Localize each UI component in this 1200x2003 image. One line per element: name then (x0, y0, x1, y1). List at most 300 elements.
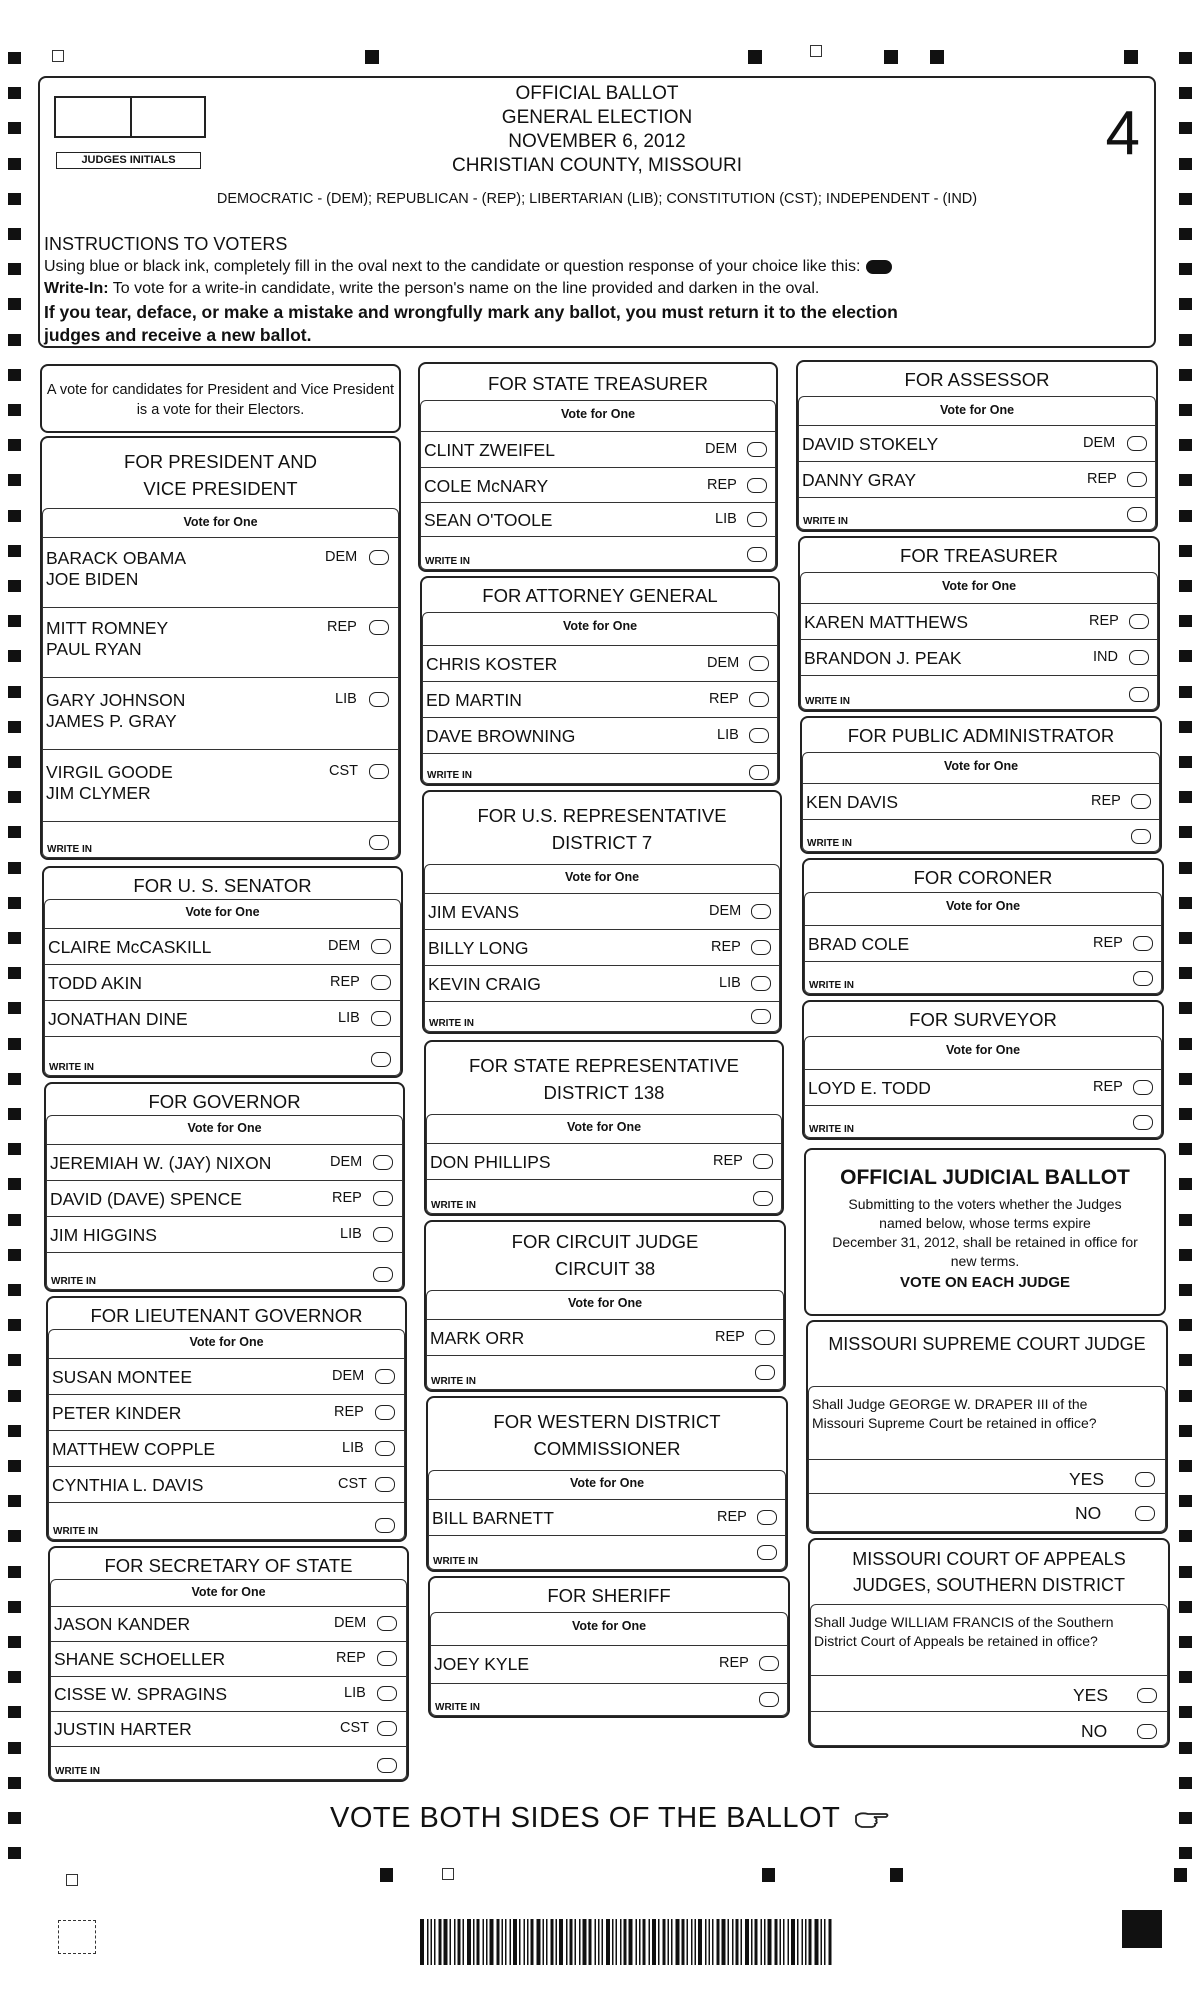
candidate-name: MARK ORR (430, 1328, 525, 1348)
retention-question-text: Missouri Supreme Court be retained in office? (812, 1415, 1097, 1431)
timing-mark (1179, 1319, 1192, 1331)
vote-for-one: Vote for One (191, 1585, 266, 1599)
barcode-bar (602, 1919, 604, 1965)
timing-mark (1179, 87, 1192, 99)
pointing-hand-icon (854, 1808, 892, 1830)
party-label: DEM (709, 903, 742, 919)
barcode-bar (741, 1919, 743, 1965)
barcode-bar (751, 1919, 753, 1965)
party-label: DEM (705, 441, 738, 457)
vote-oval[interactable] (747, 512, 767, 527)
candidate-list (426, 1114, 782, 1214)
race-us-representative (422, 790, 782, 1034)
barcode-bar (519, 1919, 521, 1965)
barcode-bar (454, 1919, 456, 1965)
judicial-court-of-appeals (808, 1538, 1170, 1748)
party-label: CST (340, 1720, 369, 1736)
judicial-intro: new terms. (950, 1253, 1020, 1269)
timing-mark (1179, 334, 1192, 346)
race-state-representative (424, 1040, 784, 1216)
candidate-name: JUSTIN HARTER (54, 1719, 192, 1739)
vote-oval[interactable] (373, 1227, 393, 1242)
candidate-name: DAVE BROWNING (426, 726, 576, 746)
vote-oval[interactable] (759, 1656, 779, 1671)
party-label: LIB (715, 511, 737, 527)
timing-mark (8, 404, 21, 416)
timing-mark (1179, 580, 1192, 592)
timing-mark (1179, 1777, 1192, 1789)
timing-mark (1179, 826, 1192, 838)
timing-mark (8, 1460, 21, 1472)
barcode-bar (477, 1919, 480, 1965)
vote-oval[interactable] (1129, 614, 1149, 629)
no-oval[interactable] (1135, 1506, 1155, 1521)
yes-oval[interactable] (1135, 1472, 1155, 1487)
candidate-list (426, 1290, 784, 1390)
barcode-bar (606, 1919, 610, 1965)
candidate-name: PETER KINDER (52, 1403, 182, 1423)
party-label: LIB (338, 1010, 360, 1026)
vote-oval[interactable] (753, 1154, 773, 1169)
barcode-bar (755, 1919, 758, 1965)
write-in-oval[interactable] (759, 1692, 779, 1707)
vote-oval[interactable] (369, 620, 389, 635)
candidate-name: BRAD COLE (808, 934, 910, 954)
write-in-oval[interactable] (1133, 971, 1153, 986)
vote-oval[interactable] (375, 1441, 395, 1456)
vote-for-one: Vote for One (945, 899, 1021, 913)
barcode-bar (764, 1919, 766, 1965)
barcode-bar (502, 1919, 504, 1965)
vote-oval[interactable] (747, 478, 767, 493)
timing-mark (8, 615, 21, 627)
vote-oval[interactable] (377, 1721, 397, 1736)
race-western-district-commissioner (426, 1396, 788, 1572)
write-in-oval[interactable] (1129, 687, 1149, 702)
vote-oval[interactable] (757, 1510, 777, 1525)
registration-square (442, 1868, 454, 1880)
registration-corner (58, 1920, 96, 1954)
vote-for-one: Vote for One (939, 403, 1015, 417)
barcode-bar (463, 1919, 465, 1965)
race-title: FOR STATE TREASURER (488, 373, 708, 394)
timing-mark (8, 580, 21, 592)
ballot-title-line: NOVEMBER 6, 2012 (508, 131, 686, 152)
timing-mark (1179, 1847, 1192, 1859)
vote-oval[interactable] (1129, 650, 1149, 665)
barcode-bar (431, 1919, 433, 1965)
barcode-bar (527, 1919, 529, 1965)
candidate-name: JEREMIAH W. (JAY) NIXON (50, 1153, 272, 1173)
candidate-name: SEAN O'TOOLE (424, 510, 553, 530)
party-label: REP (713, 1153, 743, 1169)
party-label: REP (719, 1655, 749, 1671)
write-in-oval[interactable] (1131, 829, 1151, 844)
party-legend: DEMOCRATIC - (DEM); REPUBLICAN - (REP); LIBERTARIAN (LIB); CONSTITUTION (CST); INDEPENDENT - (IND) (216, 191, 978, 207)
race-title: FOR ATTORNEY GENERAL (482, 585, 718, 606)
race-title: FOR U. S. SENATOR (133, 875, 312, 896)
barcode-bar (595, 1919, 597, 1965)
barcode-bar (780, 1919, 782, 1965)
barcode-bar (620, 1919, 622, 1965)
vote-for-one: Vote for One (560, 407, 636, 421)
judicial-race-title: MISSOURI SUPREME COURT JUDGE (828, 1334, 1146, 1354)
candidate-list (804, 892, 1162, 994)
candidate-name: BRANDON J. PEAK (804, 648, 962, 668)
write-in-oval[interactable] (369, 835, 389, 850)
timing-mark (1179, 1495, 1192, 1507)
party-label: REP (709, 691, 739, 707)
barcode-bar (676, 1919, 680, 1965)
ballot-title-line: CHRISTIAN COUNTY, MISSOURI (452, 155, 742, 176)
timing-mark (1179, 1671, 1192, 1683)
timing-mark (1179, 650, 1192, 662)
candidate-name: GARY JOHNSON (46, 690, 186, 710)
vote-oval[interactable] (1127, 472, 1147, 487)
timing-mark (8, 122, 21, 134)
vote-oval[interactable] (369, 550, 389, 565)
vote-oval[interactable] (749, 656, 769, 671)
timing-mark (1179, 897, 1192, 909)
barcode-bar (682, 1919, 685, 1965)
candidate-list (798, 396, 1156, 530)
barcode-bar (486, 1919, 488, 1965)
vote-oval[interactable] (1127, 436, 1147, 451)
timing-mark (8, 862, 21, 874)
barcode-bar (728, 1919, 730, 1965)
write-in-oval[interactable] (373, 1267, 393, 1282)
barcode-bar (797, 1919, 799, 1965)
party-label: REP (1091, 793, 1121, 809)
vote-for-one: Vote for One (941, 579, 1017, 593)
race-state-treasurer (418, 362, 778, 572)
race-title: FOR STATE REPRESENTATIVE (469, 1055, 739, 1076)
vote-oval[interactable] (373, 1155, 393, 1170)
barcode-bar (636, 1919, 638, 1965)
barcode-bar (524, 1919, 526, 1965)
candidate-name: SHANE SCHOELLER (54, 1649, 226, 1669)
vote-oval[interactable] (747, 442, 767, 457)
candidate-name: ED MARTIN (426, 690, 522, 710)
vote-oval[interactable] (375, 1369, 395, 1384)
party-label: REP (711, 939, 741, 955)
barcode-bar (691, 1919, 693, 1965)
race-title: FOR WESTERN DISTRICT (493, 1411, 721, 1432)
judicial-supreme-court (806, 1320, 1168, 1534)
party-label: REP (717, 1509, 747, 1525)
timing-mark (1179, 228, 1192, 240)
barcode-bar (450, 1919, 452, 1965)
write-in-oval[interactable] (747, 547, 767, 562)
timing-mark (1179, 1636, 1192, 1648)
timing-mark (8, 967, 21, 979)
write-in-oval[interactable] (753, 1191, 773, 1206)
write-in-oval[interactable] (1133, 1115, 1153, 1130)
ballot-style-number: 4 (1105, 99, 1140, 168)
race-county-treasurer (798, 536, 1160, 712)
timing-mark (8, 1566, 21, 1578)
vote-oval[interactable] (1133, 1080, 1153, 1095)
instructions-text: Using blue or black ink, completely fill in the oval next to the candidate or question response of your choice like this: (44, 258, 861, 275)
retention-question-text: Shall Judge WILLIAM FRANCIS of the Southern (814, 1614, 1114, 1630)
vote-oval[interactable] (751, 940, 771, 955)
timing-mark (1179, 1108, 1192, 1120)
write-in-label: WRITE IN (49, 1062, 94, 1073)
no-label: NO (1075, 1503, 1102, 1523)
timing-mark (8, 897, 21, 909)
vote-oval[interactable] (377, 1686, 397, 1701)
race-title: FOR SECRETARY OF STATE (104, 1555, 353, 1576)
barcode-bar (629, 1919, 633, 1965)
timing-mark (8, 791, 21, 803)
write-in-oval[interactable] (1127, 507, 1147, 522)
candidate-name: COLE McNARY (424, 476, 549, 496)
timing-mark (1179, 1178, 1192, 1190)
vote-oval[interactable] (755, 1330, 775, 1345)
barcode-bar (427, 1919, 429, 1965)
timing-mark (8, 1002, 21, 1014)
write-in-oval[interactable] (375, 1518, 395, 1533)
vote-for-one: Vote for One (567, 1296, 643, 1310)
vote-oval[interactable] (375, 1405, 395, 1420)
timing-mark (8, 756, 21, 768)
party-label: LIB (717, 727, 739, 743)
barcode-bar (671, 1919, 673, 1965)
timing-mark (1179, 756, 1192, 768)
vote-oval[interactable] (371, 1011, 391, 1026)
candidate-name: BARACK OBAMA (46, 548, 187, 568)
timing-mark (8, 334, 21, 346)
vote-oval[interactable] (377, 1616, 397, 1631)
retention-question-text: Shall Judge GEORGE W. DRAPER III of the (812, 1396, 1088, 1412)
judicial-intro: named below, whose terms expire (879, 1215, 1091, 1231)
write-in-oval[interactable] (377, 1758, 397, 1773)
barcode-bar (652, 1919, 656, 1965)
race-title: FOR PUBLIC ADMINISTRATOR (847, 725, 1115, 746)
timing-mark (8, 932, 21, 944)
candidate-name: SUSAN MONTEE (52, 1367, 193, 1387)
barcode-bar (805, 1919, 807, 1965)
timing-mark (8, 1812, 21, 1824)
timing-mark (1179, 122, 1192, 134)
timing-mark (8, 1038, 21, 1050)
timing-mark (8, 650, 21, 662)
timing-mark (8, 52, 21, 64)
timing-mark (1179, 1073, 1192, 1085)
timing-mark (1179, 1460, 1192, 1472)
timing-mark (8, 1178, 21, 1190)
timing-mark (8, 826, 21, 838)
no-label: NO (1081, 1721, 1108, 1741)
president-electors-note (40, 364, 401, 433)
write-in-label: WRITE IN (809, 1124, 854, 1135)
timing-mark (8, 228, 21, 240)
barcode-bar (566, 1919, 568, 1965)
race-title: DISTRICT 7 (551, 832, 653, 853)
race-title: FOR TREASURER (900, 545, 1058, 566)
barcode-bar (643, 1919, 646, 1965)
timing-mark (1179, 1530, 1192, 1542)
timing-mark (1179, 1002, 1192, 1014)
registration-square (52, 50, 64, 62)
party-label: REP (715, 1329, 745, 1345)
no-oval[interactable] (1137, 1724, 1157, 1739)
barcode-bar (434, 1919, 436, 1965)
party-label: REP (707, 477, 737, 493)
barcode-bar (668, 1919, 670, 1965)
candidate-list (50, 1579, 407, 1780)
timing-mark (1124, 50, 1138, 64)
vote-oval[interactable] (371, 975, 391, 990)
race-coroner (802, 858, 1164, 996)
race-circuit-judge (424, 1220, 786, 1392)
vote-for-one: Vote for One (189, 1335, 264, 1349)
candidate-name: JIM HIGGINS (50, 1225, 157, 1245)
race-attorney-general (420, 576, 780, 786)
timing-mark (1179, 193, 1192, 205)
party-label: CST (338, 1476, 367, 1492)
timing-mark (1179, 1706, 1192, 1718)
party-label: LIB (719, 975, 741, 991)
timing-mark (1179, 1284, 1192, 1296)
barcode-bar (467, 1919, 471, 1965)
timing-mark (8, 1495, 21, 1507)
vote-oval[interactable] (377, 1651, 397, 1666)
vote-oval[interactable] (1131, 794, 1151, 809)
race-title: FOR SURVEYOR (909, 1009, 1057, 1030)
timing-mark (8, 1530, 21, 1542)
timing-mark (8, 158, 21, 170)
race-governor (44, 1082, 405, 1292)
timing-mark (1179, 686, 1192, 698)
vote-for-one: Vote for One (183, 515, 258, 529)
warning-line: judges and receive a new ballot. (44, 325, 312, 345)
vote-both-sides-text: VOTE BOTH SIDES OF THE BALLOT (330, 1802, 840, 1834)
vote-oval[interactable] (373, 1191, 393, 1206)
barcode-bar (546, 1919, 548, 1965)
barcode-bar (616, 1919, 618, 1965)
barcode-bar (809, 1919, 812, 1965)
ballot-title-line: GENERAL ELECTION (501, 107, 693, 128)
timing-mark (380, 1868, 393, 1882)
vote-oval[interactable] (751, 976, 771, 991)
timing-mark (8, 263, 21, 275)
barcode (420, 1919, 835, 1965)
write-in-oval[interactable] (755, 1365, 775, 1380)
write-in-label: WRITE IN (805, 696, 850, 707)
timing-mark (8, 87, 21, 99)
barcode-bar (612, 1919, 614, 1965)
barcode-bar (579, 1919, 581, 1965)
registration-square (810, 45, 822, 57)
writein-text: To vote for a write-in candidate, write the person's name on the line provided and darken in the oval. (112, 280, 820, 297)
party-label: REP (330, 974, 360, 990)
write-in-oval[interactable] (749, 765, 769, 780)
barcode-bar (420, 1919, 424, 1965)
candidate-name: KAREN MATTHEWS (804, 612, 968, 632)
write-in-oval[interactable] (751, 1009, 771, 1024)
candidate-name: BILL BARNETT (432, 1508, 554, 1528)
party-label: REP (1087, 471, 1117, 487)
vote-oval[interactable] (751, 904, 771, 919)
race-title: FOR ASSESSOR (904, 369, 1050, 390)
barcode-bar (791, 1919, 795, 1965)
race-president (40, 436, 401, 860)
race-title: CIRCUIT 38 (554, 1258, 656, 1279)
party-label: REP (1093, 1079, 1123, 1095)
race-surveyor (802, 1000, 1164, 1140)
vote-oval[interactable] (371, 939, 391, 954)
barcode-bar (649, 1919, 651, 1965)
timing-mark (1179, 1249, 1192, 1261)
candidate-name: JOEY KYLE (434, 1654, 530, 1674)
party-label: DEM (1083, 435, 1116, 451)
barcode-bar (490, 1919, 494, 1965)
timing-mark (8, 721, 21, 733)
race-us-senator (42, 866, 403, 1078)
candidate-name: CYNTHIA L. DAVIS (52, 1475, 204, 1495)
race-lieutenant-governor (46, 1296, 407, 1542)
vote-oval[interactable] (369, 692, 389, 707)
ballot-header (38, 76, 1156, 348)
judicial-race-title: MISSOURI COURT OF APPEALS (852, 1549, 1126, 1569)
barcode-bar (559, 1919, 563, 1965)
write-in-oval[interactable] (757, 1545, 777, 1560)
timing-mark (1179, 967, 1192, 979)
timing-mark (8, 1354, 21, 1366)
retention-question (810, 1604, 1168, 1746)
timing-mark (1179, 158, 1192, 170)
vote-for-one: Vote for One (945, 1043, 1021, 1057)
timing-mark (884, 50, 898, 64)
vote-oval[interactable] (1133, 936, 1153, 951)
barcode-bar (439, 1919, 442, 1965)
candidate-name: CLAIRE McCASKILL (48, 937, 212, 957)
race-title: FOR PRESIDENT AND (124, 451, 317, 472)
barcode-bar (687, 1919, 689, 1965)
race-title: FOR GOVERNOR (148, 1091, 301, 1112)
timing-mark (1179, 1742, 1192, 1754)
barcode-bar (639, 1919, 641, 1965)
barcode-bar (736, 1919, 739, 1965)
race-title: FOR U.S. REPRESENTATIVE (477, 805, 727, 826)
vote-for-one: Vote for One (566, 1120, 642, 1134)
timing-mark (1179, 1812, 1192, 1824)
vote-oval[interactable] (749, 692, 769, 707)
party-label: LIB (340, 1226, 362, 1242)
candidate-name: VIRGIL GOODE (46, 762, 173, 782)
barcode-bar (543, 1919, 545, 1965)
timing-mark (1179, 263, 1192, 275)
party-label: LIB (344, 1685, 366, 1701)
yes-oval[interactable] (1137, 1688, 1157, 1703)
race-secretary-of-state (48, 1546, 409, 1782)
write-in-oval[interactable] (371, 1052, 391, 1067)
vote-oval[interactable] (369, 764, 389, 779)
barcode-bar (505, 1919, 507, 1965)
vote-both-sides-notice (330, 1802, 892, 1835)
vote-for-one: Vote for One (185, 905, 260, 919)
timing-mark (1179, 474, 1192, 486)
candidate-name: DON PHILLIPS (430, 1152, 551, 1172)
vote-oval[interactable] (749, 728, 769, 743)
timing-mark (8, 1671, 21, 1683)
party-label: REP (1089, 613, 1119, 629)
timing-mark (8, 686, 21, 698)
vote-oval[interactable] (375, 1477, 395, 1492)
candidate-name: KEN DAVIS (806, 792, 899, 812)
timing-mark (1179, 369, 1192, 381)
